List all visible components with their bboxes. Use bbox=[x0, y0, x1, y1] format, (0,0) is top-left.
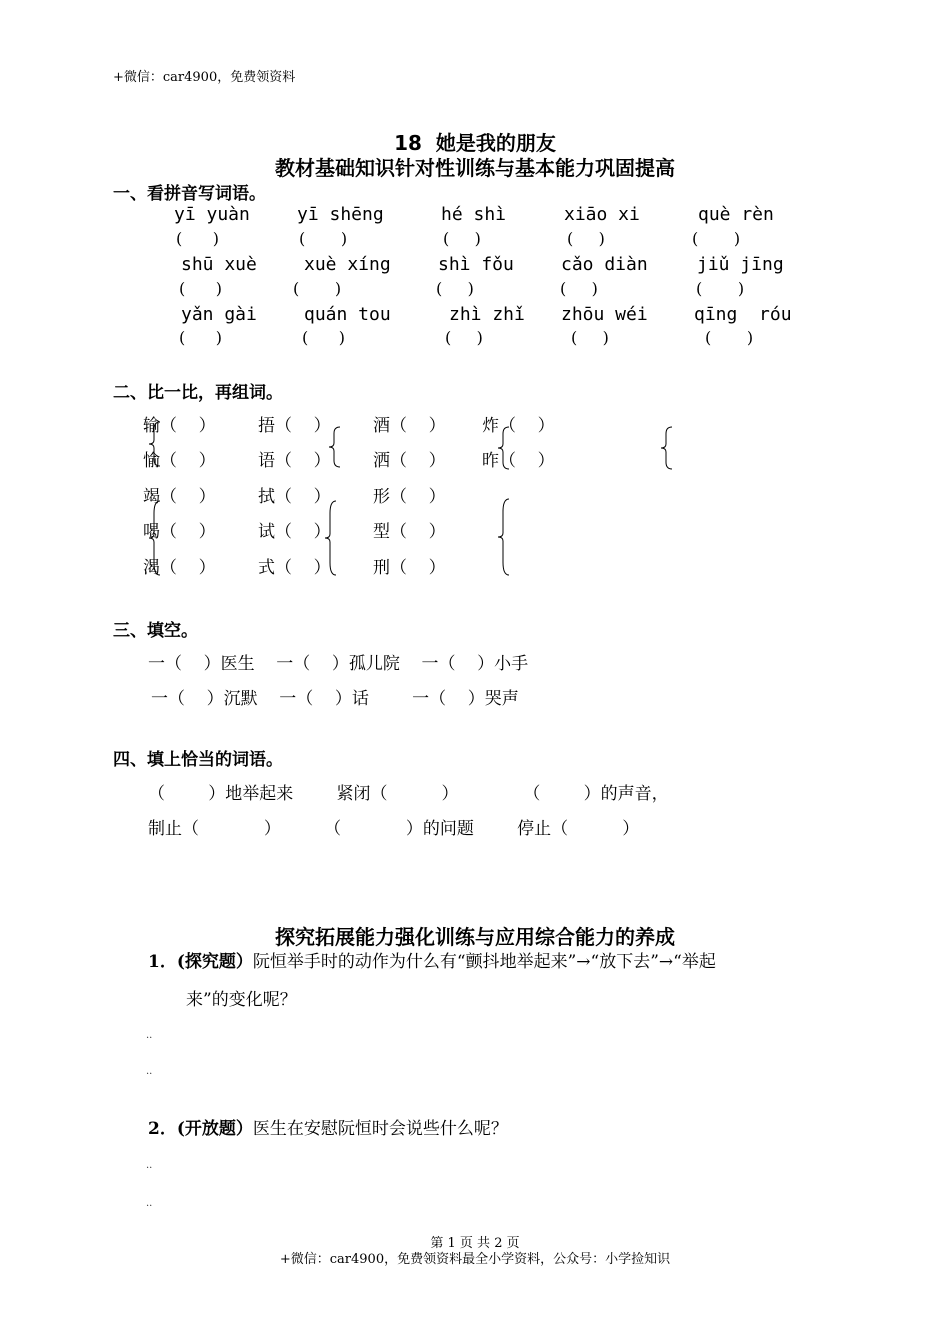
pinyin-text: yī yuàn bbox=[174, 204, 250, 225]
brace-icon bbox=[660, 426, 674, 470]
q2-tag: (开放题） bbox=[176, 1119, 253, 1139]
pinyin-text: xuè xíng bbox=[304, 254, 391, 275]
character: 酒 bbox=[373, 416, 390, 436]
word-line-1: （ ）地举起来 紧闭（ ） （ ）的声音， bbox=[148, 784, 669, 804]
pinyin-text: zhōu wéi bbox=[561, 304, 648, 325]
part2-title: 探究拓展能力强化训练与应用综合能力的养成 bbox=[275, 925, 675, 949]
lesson-title: 18 她是我的朋友 bbox=[394, 131, 556, 155]
answer-blank[interactable]: ( ) bbox=[443, 229, 481, 248]
fill-line-1: 一（ ）医生 一（ ）孤儿院 一（ ）小手 bbox=[148, 654, 529, 674]
character: 昨 bbox=[482, 451, 499, 471]
answer-blank[interactable]: ( ) bbox=[445, 328, 483, 347]
answer-line: .. bbox=[146, 1160, 153, 1171]
answer-blank[interactable]: ( ) bbox=[696, 279, 745, 298]
q1-tag: (探究题） bbox=[176, 952, 253, 972]
pinyin-text: jiǔ jīng bbox=[697, 254, 784, 275]
pinyin-text: qīng róu bbox=[694, 304, 792, 325]
pinyin-text: shì fǒu bbox=[438, 254, 514, 275]
brace-icon bbox=[497, 498, 511, 576]
pinyin-text: shū xuè bbox=[181, 254, 257, 275]
answer-blank[interactable]: ( ) bbox=[567, 229, 605, 248]
brace-icon bbox=[324, 500, 338, 576]
brace-icon bbox=[328, 426, 342, 468]
answer-line: .. bbox=[146, 1066, 153, 1077]
q1-number: 1． bbox=[148, 952, 177, 972]
answer-blank[interactable]: ( ) bbox=[302, 328, 345, 347]
answer-blank[interactable]: ( ) bbox=[571, 328, 609, 347]
answer-blank[interactable]: （ ） bbox=[275, 522, 331, 542]
answer-line: .. bbox=[146, 1198, 153, 1209]
character: 形 bbox=[373, 487, 390, 507]
answer-blank[interactable]: （ ） bbox=[390, 451, 446, 471]
answer-blank[interactable]: （ ） bbox=[390, 416, 446, 436]
section1-heading: 一、看拼音写词语。 bbox=[113, 184, 266, 204]
fill-line-2: 一（ ）沉默 一（ ）话 一（ ）哭声 bbox=[151, 689, 519, 709]
character: 捂 bbox=[258, 416, 275, 436]
answer-blank[interactable]: （ ） bbox=[390, 558, 446, 578]
answer-blank[interactable]: （ ） bbox=[275, 416, 331, 436]
answer-blank[interactable]: （ ） bbox=[390, 487, 446, 507]
question-2 bbox=[148, 1114, 508, 1139]
character: 输 bbox=[143, 416, 160, 436]
pinyin-text: què rèn bbox=[698, 204, 774, 225]
character: 愉 bbox=[143, 451, 160, 471]
section3-heading: 三、填空。 bbox=[113, 621, 198, 641]
brace-icon bbox=[148, 421, 162, 467]
answer-blank[interactable]: （ ） bbox=[160, 522, 216, 542]
pinyin-text: hé shì bbox=[441, 204, 507, 225]
q2-text: 医生在安慰阮恒时会说些什么呢？ bbox=[252, 1119, 508, 1139]
answer-blank[interactable]: （ ） bbox=[499, 416, 555, 436]
answer-blank[interactable]: ( ) bbox=[705, 328, 754, 347]
header-note: +微信：car4900，免费领资料 bbox=[113, 70, 296, 85]
character: 炸 bbox=[482, 416, 499, 436]
answer-blank[interactable]: （ ） bbox=[160, 416, 216, 436]
q1-continuation: 来”的变化呢？ bbox=[186, 990, 297, 1010]
brace-icon bbox=[148, 500, 162, 576]
answer-blank[interactable]: ( ) bbox=[299, 229, 348, 248]
brace-icon bbox=[497, 426, 511, 470]
answer-blank[interactable]: （ ） bbox=[160, 451, 216, 471]
character: 刑 bbox=[373, 558, 390, 578]
character: 喝 bbox=[143, 522, 160, 542]
q1-text: 阮恒举手时的动作为什么有“颤抖地举起来”→“放下去”→“举起 bbox=[252, 952, 716, 972]
pinyin-text: zhì zhǐ bbox=[449, 304, 525, 325]
character: 语 bbox=[258, 451, 275, 471]
answer-blank[interactable]: ( ) bbox=[293, 279, 342, 298]
character: 式 bbox=[258, 558, 275, 578]
answer-blank[interactable]: （ ） bbox=[499, 451, 555, 471]
answer-blank[interactable]: （ ） bbox=[275, 451, 331, 471]
pinyin-text: xiāo xi bbox=[564, 204, 640, 225]
pinyin-text: quán tou bbox=[304, 304, 391, 325]
answer-blank[interactable]: ( ) bbox=[436, 279, 474, 298]
q2-number: 2． bbox=[148, 1119, 177, 1139]
answer-line: .. bbox=[146, 1030, 153, 1041]
page-title: 教材基础知识针对性训练与基本能力巩固提高 bbox=[275, 156, 675, 180]
section4-heading: 四、填上恰当的词语。 bbox=[113, 750, 283, 770]
character: 试 bbox=[258, 522, 275, 542]
word-line-2: 制止（ ） （ ）的问题 停止（ ） bbox=[148, 819, 640, 839]
character: 洒 bbox=[373, 451, 390, 471]
answer-blank[interactable]: （ ） bbox=[160, 558, 216, 578]
pinyin-text: cǎo diàn bbox=[561, 254, 648, 275]
pinyin-text: yǎn gài bbox=[181, 304, 257, 325]
answer-blank[interactable]: （ ） bbox=[275, 487, 331, 507]
character: 渴 bbox=[143, 558, 160, 578]
character: 竭 bbox=[143, 487, 160, 507]
pinyin-text: yī shēng bbox=[297, 204, 384, 225]
section2-heading: 二、比一比，再组词。 bbox=[113, 383, 283, 403]
character: 型 bbox=[373, 522, 390, 542]
question-1 bbox=[148, 947, 716, 972]
footer-note: +微信：car4900，免费领资料最全小学资料，公众号：小学捡知识 bbox=[279, 1252, 671, 1267]
answer-blank[interactable]: ( ) bbox=[692, 229, 741, 248]
answer-blank[interactable]: （ ） bbox=[275, 558, 331, 578]
answer-blank[interactable]: （ ） bbox=[390, 522, 446, 542]
page-number: 第 1 页 共 2 页 bbox=[430, 1236, 520, 1251]
answer-blank[interactable]: ( ) bbox=[179, 279, 222, 298]
answer-blank[interactable]: （ ） bbox=[160, 487, 216, 507]
answer-blank[interactable]: ( ) bbox=[176, 229, 219, 248]
answer-blank[interactable]: ( ) bbox=[560, 279, 598, 298]
answer-blank[interactable]: ( ) bbox=[179, 328, 222, 347]
character: 拭 bbox=[258, 487, 275, 507]
